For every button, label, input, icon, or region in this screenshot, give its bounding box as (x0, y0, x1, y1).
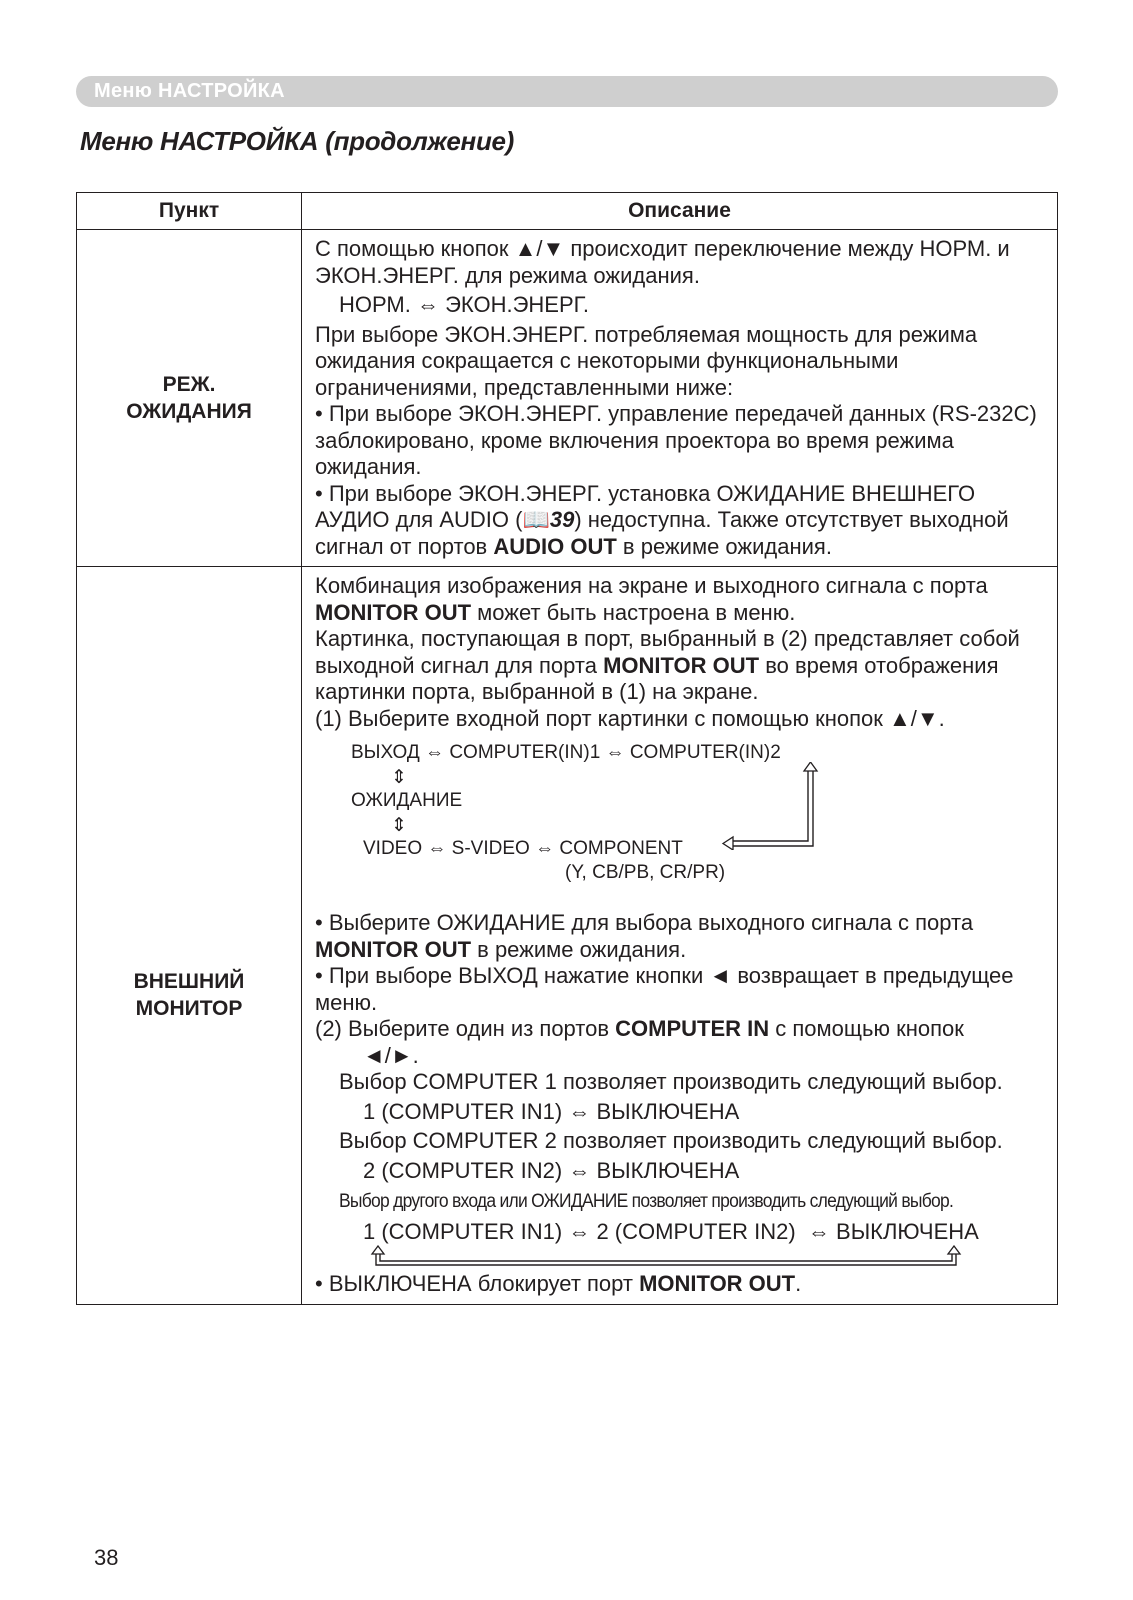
port-name: MONITOR OUT (603, 652, 760, 678)
section-header-label: Меню НАСТРОЙКА (94, 80, 285, 102)
desc-text: Картинка, поступающая в порт, выбранный в (2) представляет собой выходной сигнал для порта MONITOR OUT во время отображения картинки порта, выбранной в (1) на экране. (315, 626, 1020, 704)
port-name: MONITOR OUT (315, 599, 472, 625)
description-external-monitor (302, 567, 1058, 1305)
column-header-item: Пункт (77, 193, 302, 230)
port-name: AUDIO OUT (493, 533, 617, 559)
desc-bullet: • При выборе ВЫХОД нажатие кнопки ◄ возвращает в предыдущее меню. (315, 963, 1014, 1015)
desc-bullet (315, 481, 1047, 561)
desc-option-cycle: НОРМ. ⇔ ЭКОН.ЭНЕРГ. (339, 292, 589, 317)
desc-option-cycle: 1 (COMPUTER IN1) ⇔ ВЫКЛЮЧЕНА (363, 1098, 740, 1124)
wraparound-arrow (315, 1245, 1047, 1271)
diagram-line2: ОЖИДАНИЕ (351, 790, 463, 811)
return-loop-arrow (715, 762, 835, 850)
desc-text: ) недоступна. Также отсутствует выходной сигнал от портов (315, 507, 1009, 559)
item-label-line2: ОЖИДАНИЯ (126, 400, 252, 423)
desc-step: (2) Выберите один из портов COMPUTER IN с помощью кнопок (315, 1016, 964, 1041)
desc-text: Комбинация изображения на экране и выходного сигнала с порта MONITOR OUT может быть настроена в меню. (315, 573, 988, 625)
page-number: 38 (94, 1545, 119, 1570)
diagram-line4: (Y, CB/PB, CR/PR) (565, 862, 726, 883)
desc-buttons: ◄/►. (363, 1042, 419, 1068)
desc-text: Выбор COMPUTER 1 позволяет производить следующий выбор. (339, 1069, 1003, 1094)
table-row-external-monitor (77, 567, 1058, 1305)
column-header-description: Описание (302, 193, 1058, 230)
section-header-bar (76, 76, 1058, 107)
desc-bullet: • ВЫКЛЮЧЕНА блокирует порт MONITOR OUT. (315, 1271, 802, 1296)
desc-text: С помощью кнопок ▲/▼ происходит переключение между НОРМ. и ЭКОН.ЭНЕРГ. для режима ожидания. (315, 236, 1010, 288)
settings-table (76, 192, 1058, 1305)
table-row-standby-mode (77, 230, 1058, 567)
desc-text: • При выборе ЭКОН.ЭНЕРГ. установка ОЖИДАНИЕ ВНЕШНЕГО АУДИО для AUDIO ( (315, 480, 976, 532)
updown-arrow-icon: ⇕ (391, 815, 407, 836)
book-icon: 📖 (522, 507, 550, 532)
page-title: Меню НАСТРОЙКА (продолжение) (80, 126, 515, 156)
diagram-line1: ВЫХОД ⇔ COMPUTER(IN)1 ⇔ COMPUTER(IN)2 (351, 742, 781, 763)
desc-text: Выбор другого входа или ОЖИДАНИЕ позволяет производить следующий выбор. (339, 1191, 954, 1212)
item-label-line2: МОНИТОР (135, 997, 243, 1021)
item-standby-mode (77, 230, 302, 567)
input-cycle-diagram (315, 738, 1047, 906)
page-reference: 39 (549, 507, 575, 532)
desc-text-wrapper (315, 1187, 1047, 1216)
updown-arrow-icon: ⇕ (391, 767, 407, 788)
desc-text: При выборе ЭКОН.ЭНЕРГ. потребляемая мощность для режима ожидания сокращается с некоторыми функциональными ограничениями, представленными ниже: (315, 321, 978, 400)
port-name: MONITOR OUT (639, 1271, 796, 1296)
desc-text: Выбор COMPUTER 2 позволяет производить следующий выбор. (339, 1128, 1003, 1153)
port-name: COMPUTER IN (615, 1016, 770, 1041)
diagram-line3: VIDEO ⇔ S-VIDEO ⇔ COMPONENT (363, 838, 683, 859)
desc-bullet: • Выберите ОЖИДАНИЕ для выбора выходного сигнала с порта MONITOR OUT в режиме ожидания. (315, 910, 974, 962)
desc-text: в режиме ожидания. (616, 533, 832, 559)
desc-option-cycle: 1 (COMPUTER IN1) ⇔ 2 (COMPUTER IN2) ⇔ ВЫКЛЮЧЕНА (363, 1218, 979, 1244)
description-standby-mode (302, 230, 1058, 567)
table-header-row (77, 193, 1058, 230)
item-label-line1: РЕЖ. (162, 373, 216, 396)
desc-option-cycle: 2 (COMPUTER IN2) ⇔ ВЫКЛЮЧЕНА (363, 1157, 740, 1183)
desc-bullet: • При выборе ЭКОН.ЭНЕРГ. управление передачей данных (RS-232C) заблокировано, кроме включения проектора во время режима ожидания. (315, 401, 1037, 479)
item-label-line1: ВНЕШНИЙ (133, 970, 245, 994)
port-name: MONITOR OUT (315, 936, 472, 962)
desc-step: (1) Выберите входной порт картинки с помощью кнопок ▲/▼. (315, 705, 945, 731)
item-external-monitor (77, 567, 302, 1305)
